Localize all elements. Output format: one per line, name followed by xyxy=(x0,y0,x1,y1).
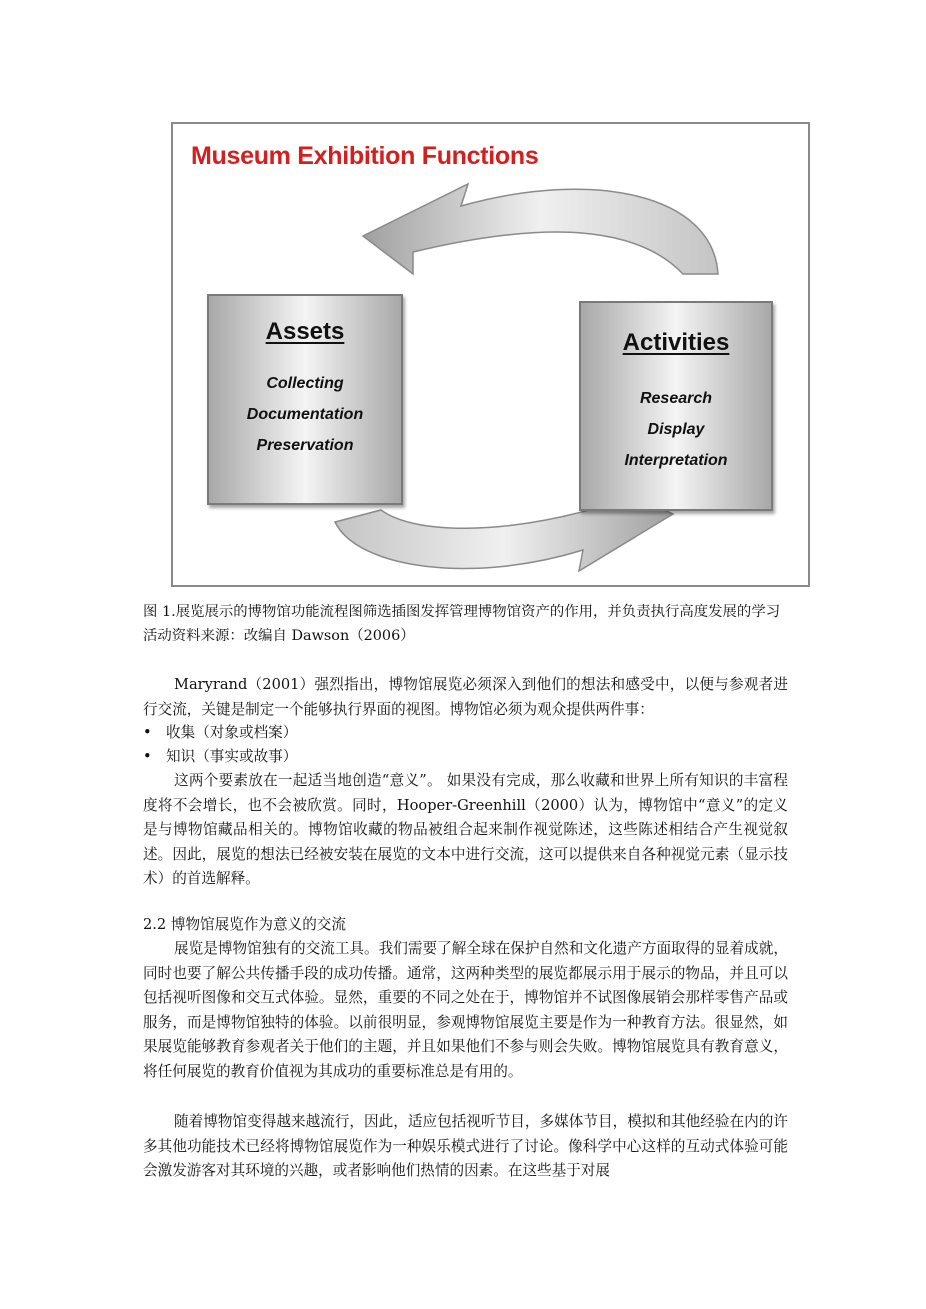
bullet-text: 收集（对象或档案） xyxy=(166,724,298,741)
paragraph-3: 展览是博物馆独有的交流工具。我们需要了解全球在保护自然和文化遗产方面取得的显着成就，同时也要了解公共传播手段的成功传播。通常，这两种类型的展览都展示用于展示的物品，并且可以包括视听图像和交互式体验。显然，重要的不同之处在于，博物馆并不试图像展销会那样零售产品或服务，而是博物馆独特的体验。以前很明显，参观博物馆展览主要是作为一种教育方法。很显然，如果展览能够教育参观者关于他们的主题，并且如果他们不参与则会失败。博物馆展览具有教育意义，将任何展览的教育价值视为其成功的重要标准总是有用的。 xyxy=(143,940,788,1080)
bullet-dot: • xyxy=(143,724,152,741)
figure-title: Museum Exhibition Functions xyxy=(191,142,539,170)
activities-item-interpretation: Interpretation xyxy=(624,452,728,469)
activities-item-research: Research xyxy=(639,390,713,407)
assets-box xyxy=(207,294,403,505)
bullet-dot: • xyxy=(143,748,152,765)
top-curved-arrow xyxy=(363,184,718,274)
section-heading: 2.2 博物馆展览作为意义的交流 xyxy=(143,916,346,933)
paragraph-1: Maryrand（2001）强烈指出，博物馆展览必须深入到他们的想法和感受中，以便与参观者进行交流，关键是制定一个能够执行界面的视图。博物馆必须为观众提供两件事： xyxy=(143,676,788,718)
activities-heading: Activities xyxy=(622,329,730,356)
assets-item-preservation: Preservation xyxy=(256,437,354,454)
exhibition-functions-figure xyxy=(171,122,810,587)
bullet-item xyxy=(143,745,297,769)
assets-heading: Assets xyxy=(265,318,345,345)
assets-item-documentation: Documentation xyxy=(246,406,364,423)
assets-item-collecting: Collecting xyxy=(266,375,344,392)
figure-caption: 图 1.展览展示的博物馆功能流程图筛选插图发挥管理博物馆资产的作用，并负责执行高度发展的学习活动资料来源：改编自 Dawson（2006） xyxy=(143,604,781,644)
activities-item-display: Display xyxy=(647,421,705,438)
paragraph-2: 这两个要素放在一起适当地创造“意义”。 如果没有完成，那么收藏和世界上所有知识的丰富程度将不会增长，也不会被欣赏。同时，Hooper-Greenhill（2000）认为，博物馆中“意义”的定义是与博物馆藏品相关的。博物馆收藏的物品被组合起来制作视觉陈述，这些陈述相结合产生视觉叙述。因此，展览的想法已经被安装在展览的文本中进行交流，这可以提供来自各种视觉元素（显示技术）的首选解释。 xyxy=(143,772,788,887)
paragraph-4: 随着博物馆变得越来越流行，因此，适应包括视听节目，多媒体节目，模拟和其他经验在内的许多其他功能技术已经将博物馆展览作为一种娱乐模式进行了讨论。像科学中心这样的互动式体验可能会激发游客对其环境的兴趣，或者影响他们热情的因素。在这些基于对展 xyxy=(143,1113,788,1179)
bullet-item xyxy=(143,721,297,745)
bullet-text: 知识（事实或故事） xyxy=(166,748,298,765)
activities-box xyxy=(579,301,773,511)
